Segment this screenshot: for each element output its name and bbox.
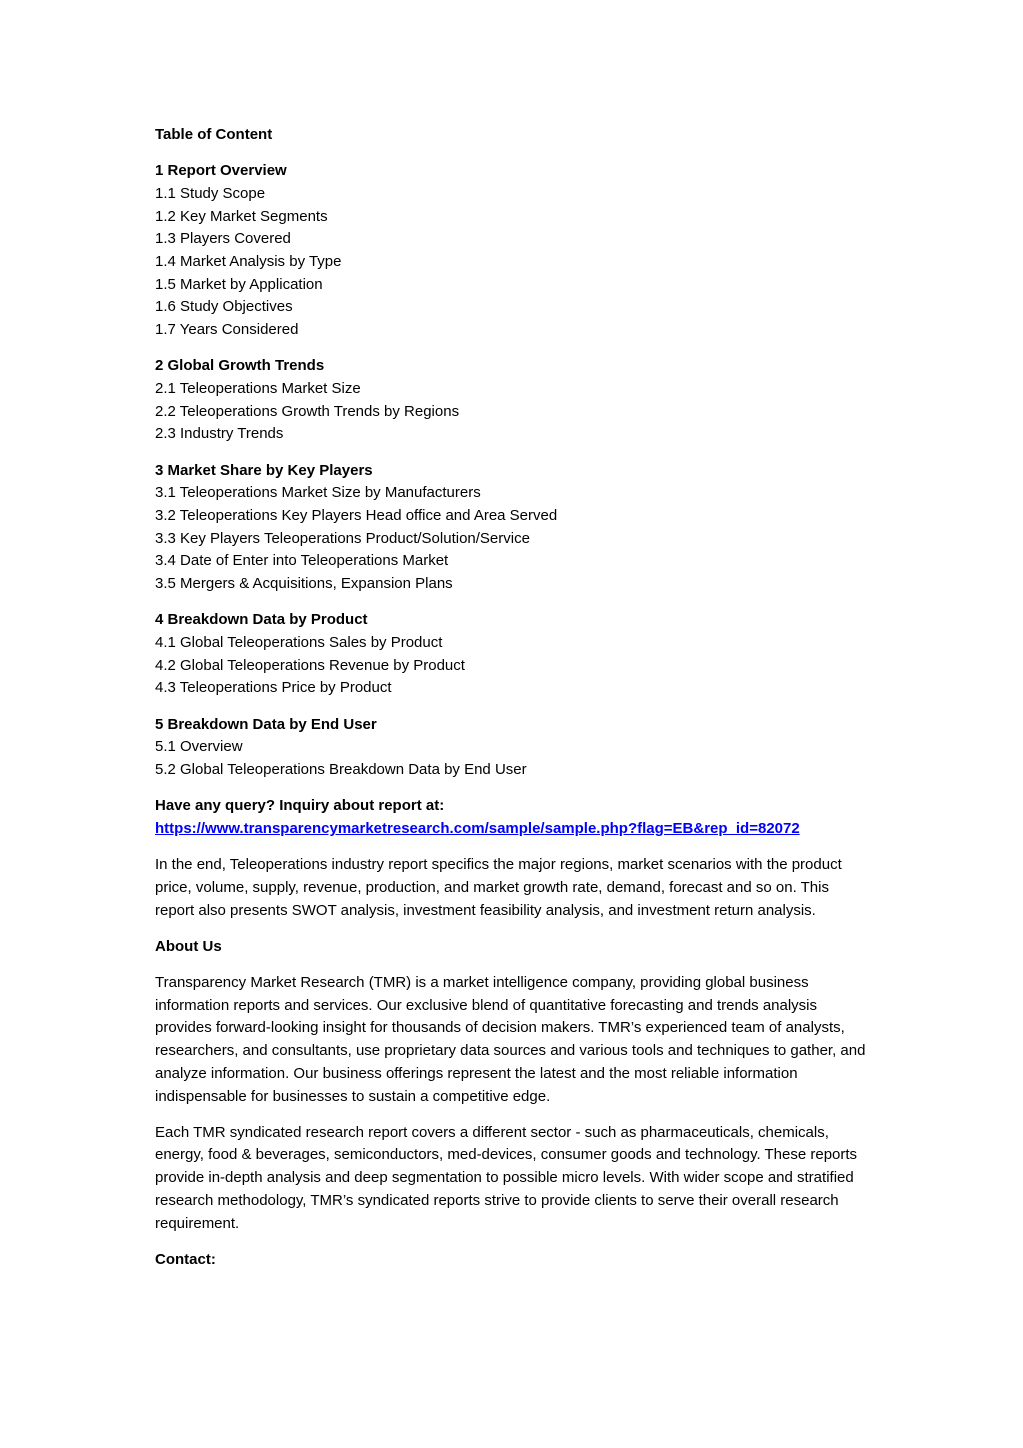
toc-item: 4.2 Global Teleoperations Revenue by Product xyxy=(155,656,465,674)
toc-item: 2.1 Teleoperations Market Size xyxy=(155,380,361,398)
toc-section-4 xyxy=(155,609,870,700)
toc-section-1 xyxy=(155,160,870,342)
inquiry-label: Have any query? Inquiry about report at: xyxy=(155,797,445,815)
toc-item: 1.6 Study Objectives xyxy=(155,298,293,316)
toc-item: 2.3 Industry Trends xyxy=(155,425,284,443)
inquiry-link-line xyxy=(155,818,870,841)
toc-item: 5.1 Overview xyxy=(155,738,243,756)
toc-item: 3.4 Date of Enter into Teleoperations Market xyxy=(155,552,449,570)
toc-section-2 xyxy=(155,355,870,446)
toc-item: 4.1 Global Teleoperations Sales by Product xyxy=(155,634,443,652)
closing-paragraph: In the end, Teleoperations industry report specifics the major regions, market scenarios with the product price, volume, supply, revenue, production, and market growth rate, demand, forecast and so on. This report also presents SWOT analysis, investment feasibility analysis, and investment return analysis. xyxy=(155,856,842,919)
toc-section-3 xyxy=(155,460,870,596)
section-title: 4 Breakdown Data by Product xyxy=(155,611,368,629)
about-paragraph: Transparency Market Research (TMR) is a market intelligence company, providing global business information reports and services. Our exclusive blend of quantitative forecasting and trends analysis provides forward-looking insight for thousands of decision makers. TMR’s experienced team of analysts, researchers, and consultants, use proprietary data sources and various tools and techniques to gather, and analyze information. Our business offerings represent the latest and the most reliable information indispensable for businesses to sustain a competitive edge. xyxy=(155,974,866,1105)
section-title: 5 Breakdown Data by End User xyxy=(155,715,377,733)
about-title: About Us xyxy=(155,937,222,955)
toc-item: 5.2 Global Teleoperations Breakdown Data by End User xyxy=(155,761,527,779)
inquiry-block xyxy=(155,795,870,840)
toc-item: 3.2 Teleoperations Key Players Head office and Area Served xyxy=(155,507,558,525)
contact-label: Contact: xyxy=(155,1250,216,1268)
toc-item: 1.3 Players Covered xyxy=(155,230,291,248)
toc-item: 1.1 Study Scope xyxy=(155,184,266,202)
toc-item: 3.1 Teleoperations Market Size by Manufacturers xyxy=(155,484,481,502)
toc-item: 1.5 Market by Application xyxy=(155,275,323,293)
toc-item: 1.2 Key Market Segments xyxy=(155,207,328,225)
toc-item: 1.7 Years Considered xyxy=(155,321,299,339)
toc-item: 4.3 Teleoperations Price by Product xyxy=(155,679,392,697)
section-title: 3 Market Share by Key Players xyxy=(155,461,373,479)
toc-title: Table of Content xyxy=(155,126,273,143)
toc-item: 3.5 Mergers & Acquisitions, Expansion Plans xyxy=(155,575,453,593)
toc-section-5 xyxy=(155,714,870,782)
toc-item: 1.4 Market Analysis by Type xyxy=(155,253,342,271)
section-title: 1 Report Overview xyxy=(155,162,287,180)
about-paragraph: Each TMR syndicated research report covers a different sector - such as pharmaceuticals, chemicals, energy, food & beverages, semiconductors, med-devices, consumer goods and technology. These reports provide in-depth analysis and deep segmentation to possible micro levels. With wider scope and stratified research methodology, TMR’s syndicated reports strive to provide clients to serve their overall research requirement. xyxy=(155,1123,858,1232)
inquiry-link[interactable]: https://www.transparencymarketresearch.com/sample/sample.php?flag=EB&rep_id=82072 xyxy=(155,819,800,837)
toc-item: 3.3 Key Players Teleoperations Product/Solution/Service xyxy=(155,529,530,547)
document-page xyxy=(155,124,870,1285)
section-title: 2 Global Growth Trends xyxy=(155,357,325,375)
toc-item: 2.2 Teleoperations Growth Trends by Regions xyxy=(155,402,460,420)
